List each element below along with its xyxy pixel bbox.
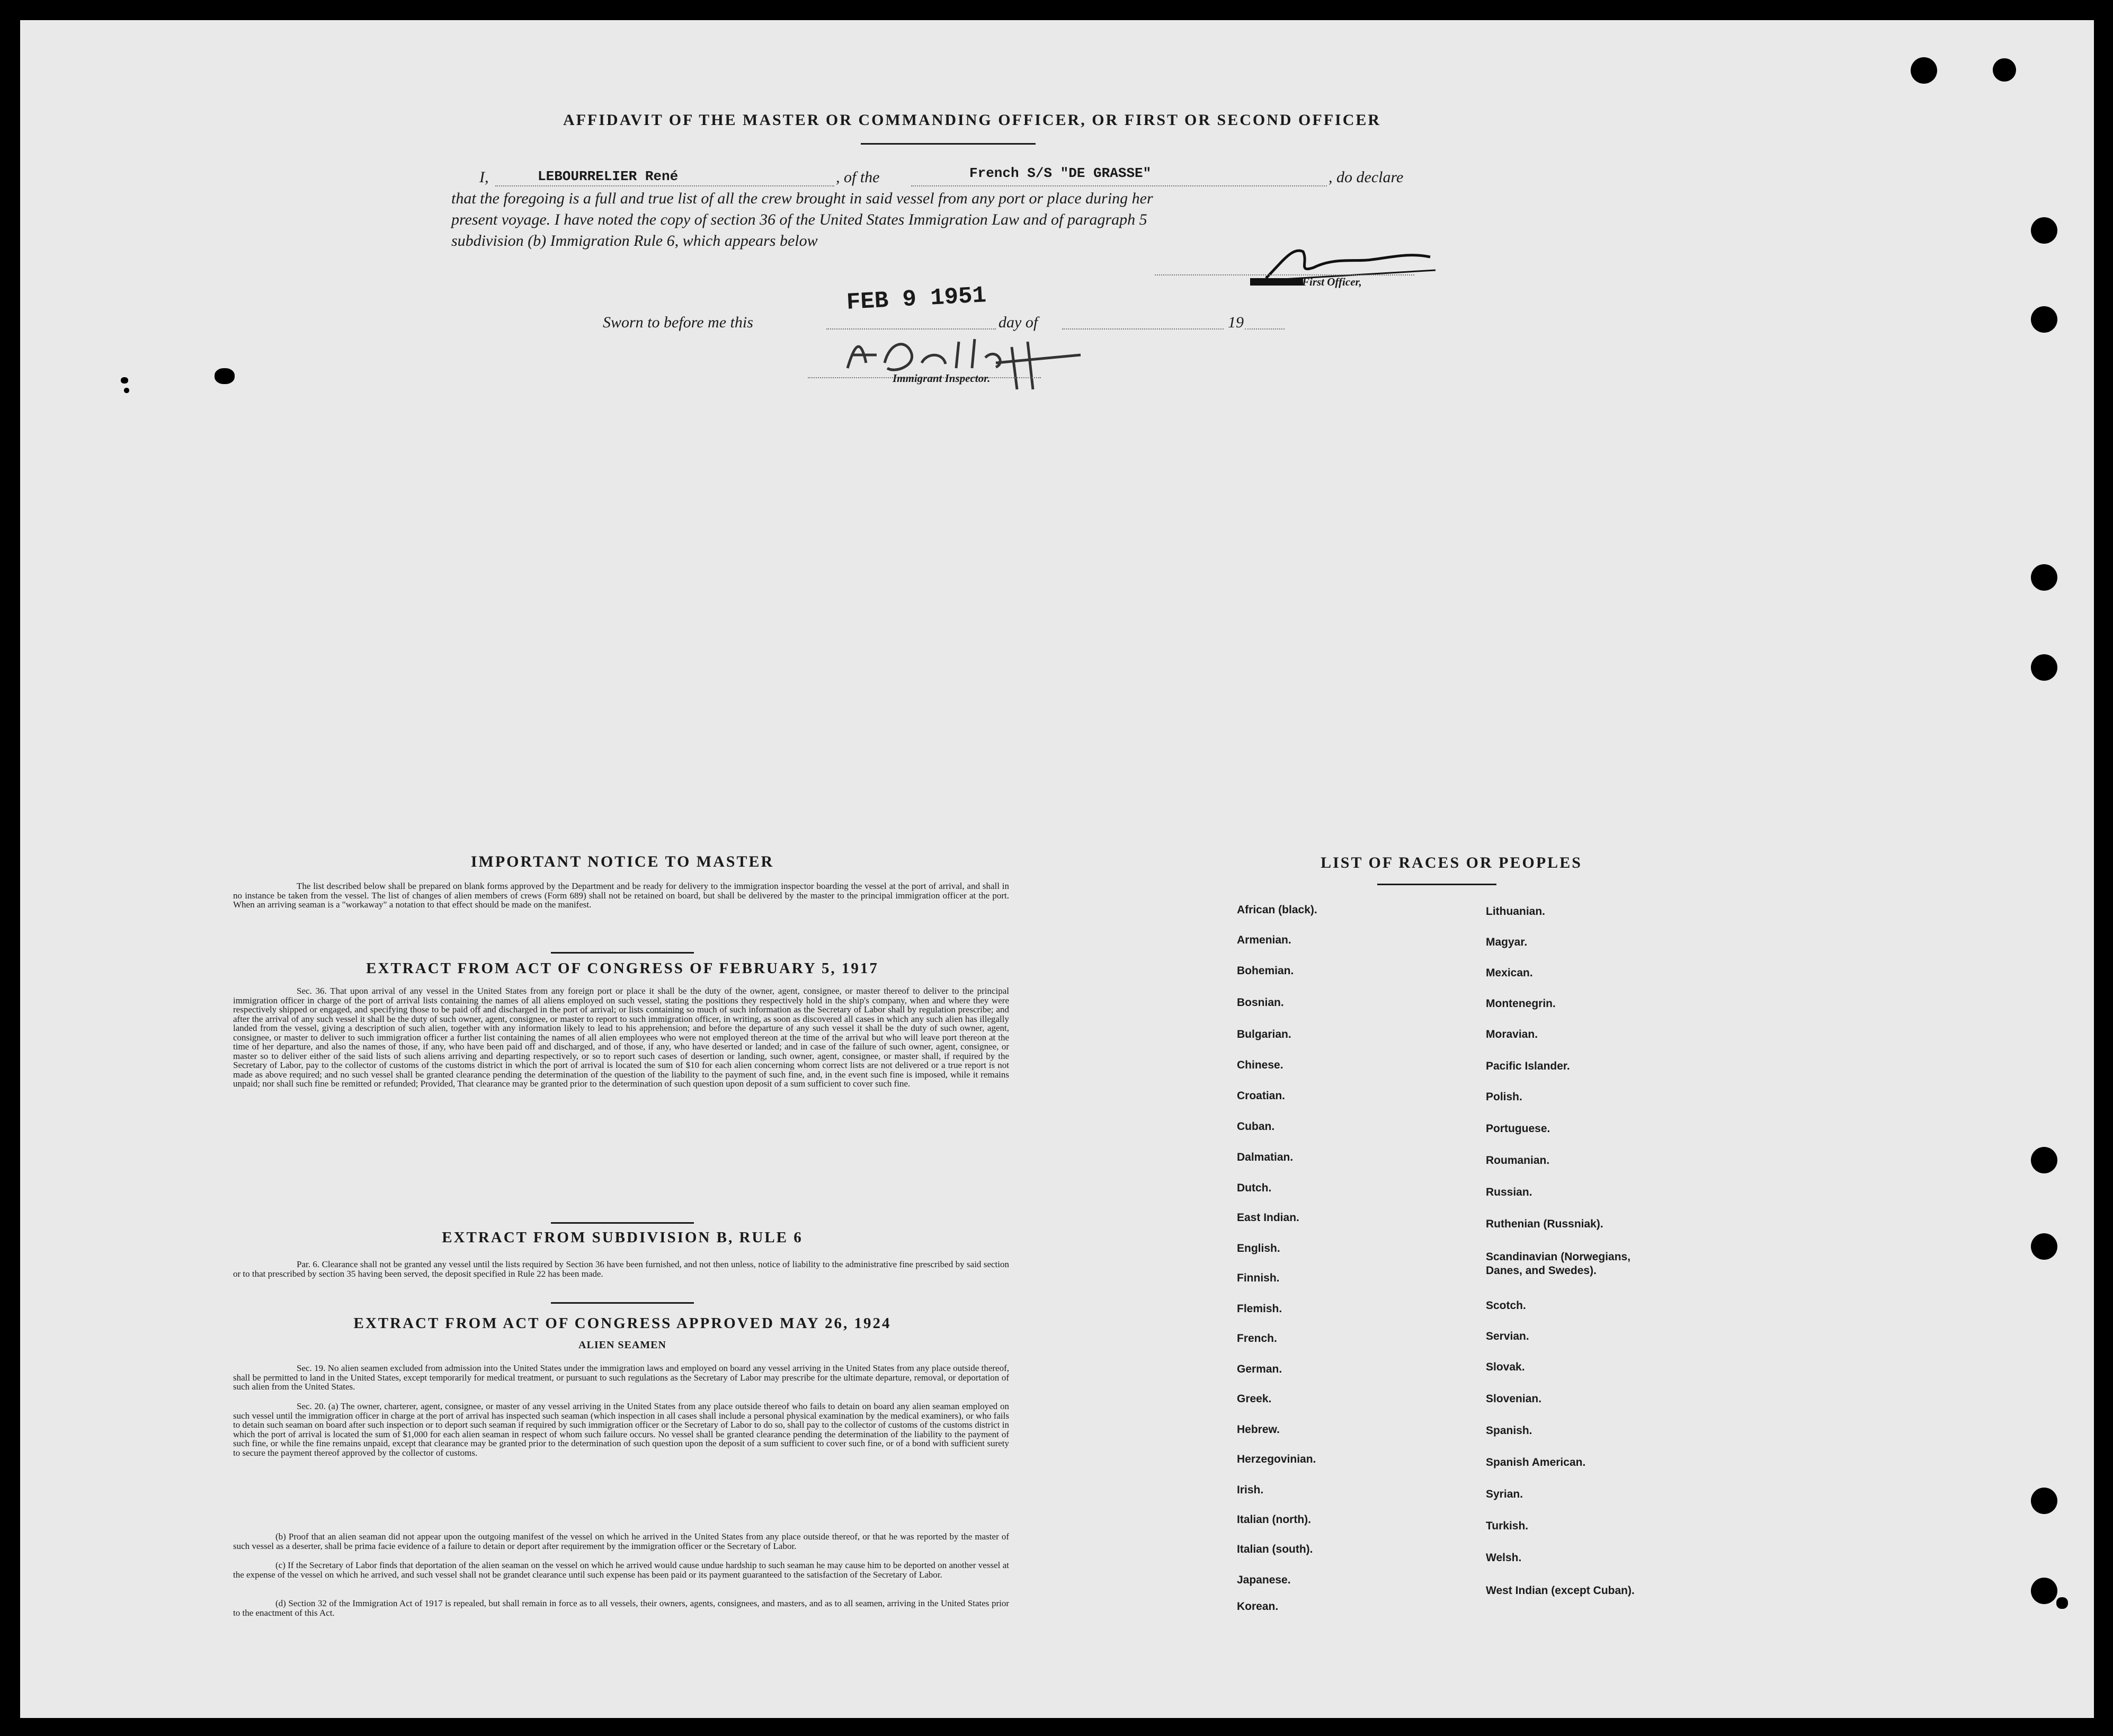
vessel-line <box>911 185 1327 186</box>
punch-hole <box>1911 57 1937 84</box>
month-line <box>1062 328 1224 330</box>
extract-1917-title: EXTRACT FROM ACT OF CONGRESS OF FEBRUARY 5, 1917 <box>366 960 879 977</box>
race-left: Hebrew. <box>1237 1423 1280 1436</box>
race-right: Polish. <box>1486 1091 1522 1103</box>
sec19-text: Sec. 19. No alien seamen excluded from admission into the United States under the immigration laws and employed on board any vessel arriving in the United States from any place outside thereof, shall be permitted to land in the United States, except temporarily for medical treatment, or pursuant to such regulations as the Secretary of Labor may prescribe for the ultimate departure, removal, or deportation of such alien from the United States. <box>233 1363 1009 1392</box>
affidavit-title: AFFIDAVIT OF THE MASTER OR COMMANDING OFFICER, OR FIRST OR SECOND OFFICER <box>563 111 1381 129</box>
notice-title: IMPORTANT NOTICE TO MASTER <box>470 853 774 870</box>
punch-hole <box>2031 1488 2057 1514</box>
race-left: German. <box>1237 1363 1282 1375</box>
rule6-text: Par. 6. Clearance shall not be granted any vessel until the lists required by Section 36 have been furnished, and not then unless, notice of liability to the administrative fine prescribed by said section or to that prescribed by section 35 having been served, the deposit specified in Rule 22 has been made. <box>233 1259 1009 1279</box>
race-left: Korean. <box>1237 1600 1279 1613</box>
race-left: Flemish. <box>1237 1303 1282 1315</box>
race-left: Bulgarian. <box>1237 1028 1291 1040</box>
ink-blot <box>124 388 129 393</box>
affidavit-line-3: present voyage. I have noted the copy of section 36 of the United States Immigration Law and of paragraph 5 <box>451 211 1147 228</box>
race-left: Chinese. <box>1237 1059 1283 1071</box>
race-right: Portuguese. <box>1486 1123 1550 1135</box>
sec20a-text: Sec. 20. (a) The owner, charterer, agent, consignee, or master of any vessel arriving in the United States from any place outside thereof who fails to detain on board any alien seaman employed on such vessel until the immigration officer in charge at the port of arrival has inspected such seaman (which inspection in all cases shall include a personal physical examination by the medical examiners), or who fails to detain such seaman on board after such inspection or to deport such seaman if required by such immigration officer or the Secretary of Labor to do so, shall pay to the collector of customs of the customs district in which the port of arrival is located the sum of $1,000 for each alien seaman in respect of whom such failure occurs. No vessel shall be granted clearance pending the determination of the liability to the payment of such fine, or while the fine remains unpaid, except that clearance may be granted prior to the determination of such question upon the deposit of a sum sufficient to cover such fine, or of a bond with sufficient surety to secure the payment thereof approved by the collector of customs. <box>233 1401 1009 1458</box>
race-left: Greek. <box>1237 1393 1272 1405</box>
race-left: African (black). <box>1237 904 1317 916</box>
race-right: Spanish. <box>1486 1425 1532 1437</box>
section-divider <box>551 1302 694 1304</box>
officer-line <box>1155 274 1414 275</box>
races-title: LIST OF RACES OR PEOPLES <box>1321 854 1582 871</box>
punch-hole <box>2031 217 2057 244</box>
ink-blot <box>215 368 235 384</box>
race-right: Servian. <box>1486 1330 1529 1342</box>
punch-hole <box>1993 58 2016 82</box>
date-stamp: FEB 9 1951 <box>845 282 987 316</box>
race-right: Ruthenian (Russniak). <box>1486 1218 1603 1230</box>
race-right: Syrian. <box>1486 1488 1523 1500</box>
inspector-label: Immigrant Inspector. <box>893 372 991 385</box>
race-right: Scandinavian (Norwegians, Danes, and Swedes). <box>1486 1251 1631 1277</box>
sec20d-text: (d) Section 32 of the Immigration Act of 1917 is repealed, but shall remain in force as to all vessels, their owners, agents, consignees, and masters, and as to all seamen, arriving in the United States prior to the enactment of this Act. <box>233 1598 1009 1618</box>
punch-hole <box>2031 306 2057 333</box>
race-left: Italian (north). <box>1237 1514 1311 1526</box>
race-left: Bosnian. <box>1237 996 1284 1009</box>
race-left: French. <box>1237 1332 1277 1345</box>
year-line <box>1245 328 1285 330</box>
punch-hole <box>2031 564 2057 591</box>
race-right: Lithuanian. <box>1486 905 1545 918</box>
title-divider <box>861 143 1036 145</box>
punch-hole <box>2031 1578 2057 1604</box>
race-right: Scotch. <box>1486 1299 1526 1312</box>
race-left: East Indian. <box>1237 1212 1299 1224</box>
affidavit-line-4: subdivision (b) Immigration Rule 6, which appears below <box>451 232 818 250</box>
officer-label: First Officer, <box>1302 275 1362 288</box>
ink-blot <box>2056 1597 2068 1609</box>
date-line <box>826 328 996 330</box>
races-divider <box>1377 884 1496 885</box>
race-right: Slovak. <box>1486 1361 1525 1373</box>
race-right: Russian. <box>1486 1186 1532 1198</box>
race-left: Dutch. <box>1237 1182 1272 1194</box>
punch-hole <box>2031 1233 2057 1260</box>
extract-1924-title: EXTRACT FROM ACT OF CONGRESS APPROVED MAY 26, 1924 <box>353 1315 891 1332</box>
day-of: day of <box>998 314 1038 331</box>
vessel-name: French S/S "DE GRASSE" <box>969 165 1152 181</box>
extract-1917-text: Sec. 36. That upon arrival of any vessel in the United States from any foreign port or place it shall be the duty of the owner, agent, consignee, or master thereof to deliver to the principal immigration officer in charge of the port of arrival lists containing the names of all aliens employed on such vessel, stating the positions they respectively hold in the ship's company, when and where they were respectively shipped or engaged, and specifying those to be paid off and discharged in the port of arrival; or lists containing so much of such information as the Secretary of Labor shall by regulation prescribe; and after the arrival of any such vessel it shall be the duty of such owner, agent, consignee, or master to report to such immigration officer, in writing, as soon as discovered all cases in which any such alien has illegally landed from the vessel, giving a description of such alien, together with any information likely to lead to his apprehension; and before the departure of any such vessel it shall be the duty of such owner, agent, consignee, or master to deliver to such immigration officer a further list containing the names of all alien employees who were not employed thereon at the time of the arrival but who will leave port thereon at the time of her departure, and also the names of those, if any, who have been paid off and discharged, and of those, if any, who have deserted or landed; and in case of the failure of such owner, agent, consignee, or master so to deliver either of the said lists of such aliens arriving and departing respectively, or so to report such cases of desertion or landing, such owner, agent, consignee, or master shall, if required by the Secretary of Labor, pay to the collector of customs of the customs district in which the port of arrival is located the sum of $10 for each alien concerning whom correct lists are not delivered or a true report is not made as above required; and no such vessel shall be granted clearance pending the determination of the question of the liability to the payment of such fine, and, in the event such fine is imposed, while it remains unpaid; nor shall such fine be remitted or refunded; Provided, That clearance may be granted prior to the determination of such question upon deposit of a sum sufficient to cover such fine. <box>233 986 1009 1089</box>
race-left: Irish. <box>1237 1484 1264 1496</box>
strike-out <box>1250 278 1303 286</box>
section-divider <box>551 952 694 954</box>
section-divider <box>551 1222 694 1224</box>
punch-hole <box>2031 1147 2057 1173</box>
race-right: Spanish American. <box>1486 1456 1586 1468</box>
affidavit-i: I, <box>479 168 489 186</box>
notice-text: The list described below shall be prepared on blank forms approved by the Department and be ready for delivery to the immigration inspector boarding the vessel at the port of arrival, and shall in no instance be taken from the vessel. The list of changes of alien members of crews (Form 689) shall not be retained on board, but shall be delivered by the master to the principal immigration officer at the port. When an arriving seaman is a "workaway" a notation to that effect should be made on the manifest. <box>233 881 1009 910</box>
race-right: Montenegrin. <box>1486 998 1556 1010</box>
ink-blot <box>121 377 128 384</box>
race-left: Herzegovinian. <box>1237 1453 1316 1465</box>
affidavit-declare: , do declare <box>1329 168 1404 186</box>
race-left: Bohemian. <box>1237 965 1294 977</box>
sworn-text: Sworn to before me this <box>603 314 753 331</box>
punch-hole <box>2031 654 2057 681</box>
race-left: Armenian. <box>1237 934 1291 946</box>
race-left: Croatian. <box>1237 1090 1286 1102</box>
race-left: Japanese. <box>1237 1574 1291 1586</box>
race-right: Magyar. <box>1486 936 1528 948</box>
race-right: Moravian. <box>1486 1028 1538 1040</box>
year-prefix: 19 <box>1228 314 1244 331</box>
rule6-title: EXTRACT FROM SUBDIVISION B, RULE 6 <box>442 1229 803 1246</box>
race-right: West Indian (except Cuban). <box>1486 1584 1635 1597</box>
race-left: Dalmatian. <box>1237 1151 1294 1163</box>
extract-1924-subtitle: ALIEN SEAMEN <box>578 1339 666 1351</box>
race-right: Slovenian. <box>1486 1393 1542 1405</box>
master-name: LEBOURRELIER René <box>538 168 679 184</box>
affidavit-of-the: , of the <box>836 168 880 186</box>
race-left: Italian (south). <box>1237 1543 1313 1555</box>
sec20c-text: (c) If the Secretary of Labor finds that deportation of the alien seaman on the vessel on which he arrived would cause undue hardship to such seaman he may cause him to be deported on another vessel at the expense of the vessel on which he arrived, and such vessel shall not be grandet clearance until such expense has been paid or its payment guaranteed to the satisfaction of the Secretary of Labor. <box>233 1560 1009 1580</box>
affidavit-line-2: that the foregoing is a full and true list of all the crew brought in said vessel from any port or place during her <box>451 190 1153 207</box>
race-left: Cuban. <box>1237 1120 1275 1133</box>
race-right: Turkish. <box>1486 1520 1529 1532</box>
race-right: Welsh. <box>1486 1552 1522 1564</box>
sec20b-text: (b) Proof that an alien seaman did not appear upon the outgoing manifest of the vessel on which he arrived in the United States from any place outside thereof, or that he was reported by the master of such vessel as a deserter, shall be prima facie evidence of a failure to detain or deport after requirement by the immigration officer or the Secretary of Labor. <box>233 1532 1009 1551</box>
race-right: Pacific Islander. <box>1486 1060 1570 1072</box>
race-right: Mexican. <box>1486 967 1533 979</box>
race-left: English. <box>1237 1242 1280 1254</box>
name-line <box>495 185 834 186</box>
race-left: Finnish. <box>1237 1272 1280 1284</box>
race-right: Roumanian. <box>1486 1154 1550 1167</box>
